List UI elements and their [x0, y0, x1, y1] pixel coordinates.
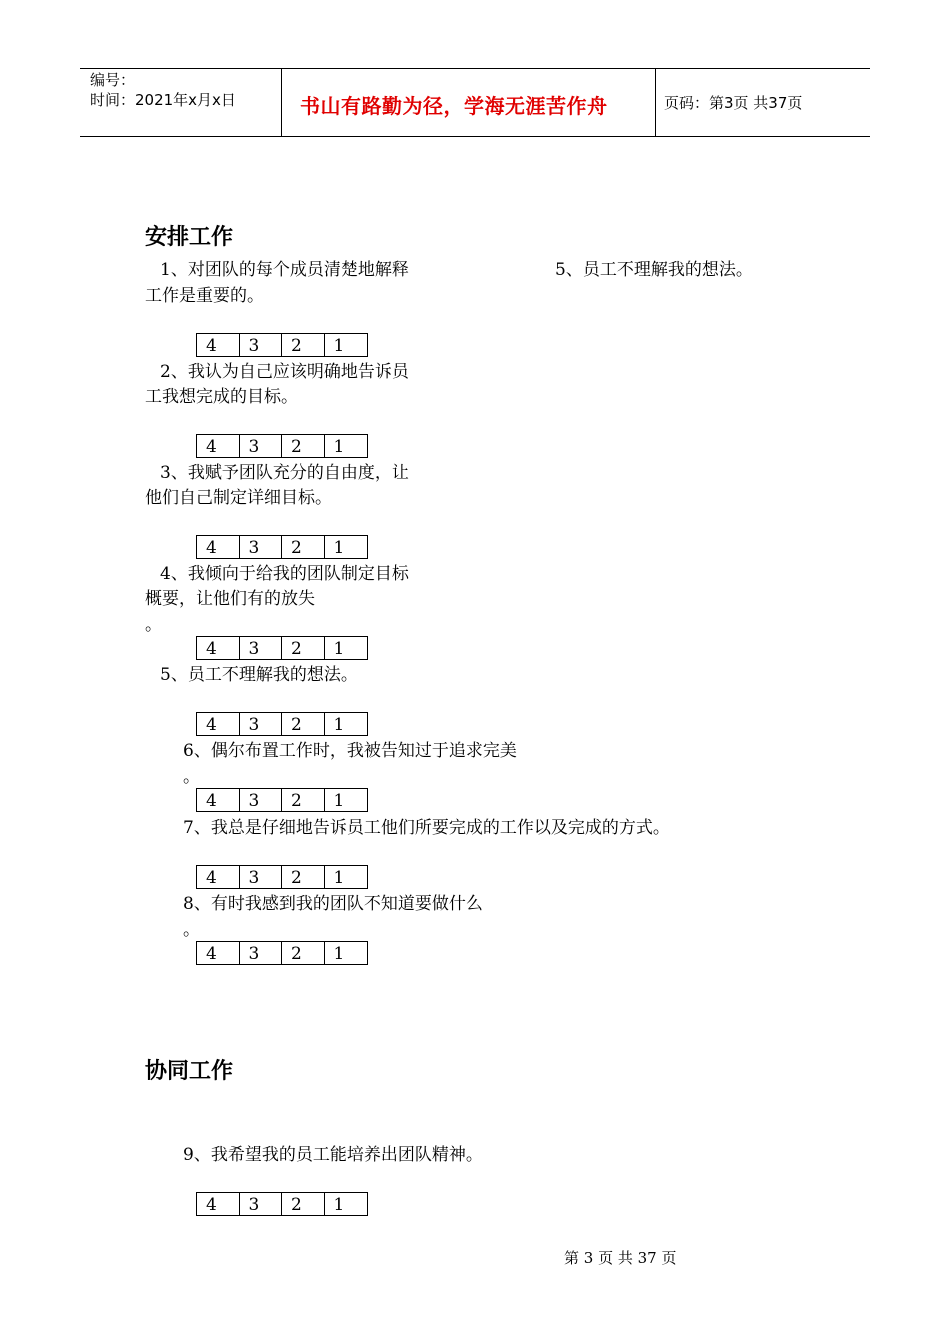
rating-option-1[interactable]: 1: [333, 538, 345, 558]
question-9-line1: 9、我希望我的员工能培养出团队精神。: [183, 1145, 483, 1165]
rating-option-1[interactable]: 1: [333, 639, 345, 659]
rating-option-4[interactable]: 4: [197, 435, 240, 457]
question-1-line1: 1、对团队的每个成员清楚地解释: [160, 260, 409, 280]
section-title-arrange-work: 安排工作: [145, 225, 234, 250]
rating-scale-q9[interactable]: [196, 1192, 368, 1216]
question-3-line2: 他们自己制定详细目标。: [145, 488, 332, 508]
rating-option-1[interactable]: 1: [333, 336, 345, 356]
header-divider-right: [655, 68, 656, 136]
rating-scale-q7[interactable]: [196, 865, 368, 889]
question-8-line1: 8、有时我感到我的团队不知道要做什么: [183, 894, 483, 914]
side-note: 5、员工不理解我的想法。: [555, 260, 753, 280]
rating-option-3[interactable]: 3: [240, 1193, 283, 1215]
rating-option-1[interactable]: 1: [333, 437, 345, 457]
rating-option-4[interactable]: 4: [197, 1193, 240, 1215]
rating-option-1[interactable]: 1: [333, 791, 345, 811]
question-8-line2: 。: [183, 920, 200, 940]
page-indicator: 页码：第3页 共37页: [664, 94, 803, 112]
question-6-line2: 。: [183, 767, 200, 787]
question-4-line2: 概要，让他们有的放失: [145, 589, 315, 609]
rating-option-4[interactable]: 4: [197, 334, 240, 356]
header-divider-left: [281, 68, 282, 136]
rating-option-2[interactable]: 2: [282, 942, 325, 964]
rating-option-3[interactable]: 3: [240, 435, 283, 457]
rating-option-1[interactable]: 1: [333, 944, 345, 964]
rating-scale-q4[interactable]: [196, 636, 368, 660]
rating-option-3[interactable]: 3: [240, 942, 283, 964]
question-2-line1: 2、我认为自己应该明确地告诉员: [160, 362, 409, 382]
question-7-line1: 7、我总是仔细地告诉员工他们所要完成的工作以及完成的方式。: [183, 818, 670, 838]
rating-option-4[interactable]: 4: [197, 866, 240, 888]
rating-option-2[interactable]: 2: [282, 536, 325, 558]
question-5-line1: 5、员工不理解我的想法。: [160, 665, 358, 685]
rating-option-2[interactable]: 2: [282, 435, 325, 457]
question-6-line1: 6、偶尔布置工作时，我被告知过于追求完美: [183, 741, 517, 761]
rating-option-4[interactable]: 4: [197, 713, 240, 735]
rating-scale-q5[interactable]: [196, 712, 368, 736]
rating-scale-q3[interactable]: [196, 535, 368, 559]
question-4-line1: 4、我倾向于给我的团队制定目标: [160, 564, 409, 584]
rating-option-4[interactable]: 4: [197, 637, 240, 659]
rating-option-4[interactable]: 4: [197, 942, 240, 964]
rating-option-3[interactable]: 3: [240, 789, 283, 811]
rating-option-2[interactable]: 2: [282, 637, 325, 659]
rating-scale-q8[interactable]: [196, 941, 368, 965]
page-footer: 第 3 页 共 37 页: [564, 1249, 677, 1267]
rating-option-1[interactable]: 1: [333, 868, 345, 888]
rating-option-2[interactable]: 2: [282, 866, 325, 888]
question-3-line1: 3、我赋予团队充分的自由度，让: [160, 463, 409, 483]
rating-option-3[interactable]: 3: [240, 866, 283, 888]
rating-scale-q2[interactable]: [196, 434, 368, 458]
rating-option-4[interactable]: 4: [197, 789, 240, 811]
question-4-line3: 。: [145, 615, 162, 635]
section-title-collaborate: 协同工作: [145, 1059, 234, 1084]
rating-option-3[interactable]: 3: [240, 536, 283, 558]
rating-option-3[interactable]: 3: [240, 637, 283, 659]
question-1-line2: 工作是重要的。: [145, 286, 264, 306]
header-top-rule: [80, 68, 870, 69]
rating-option-3[interactable]: 3: [240, 713, 283, 735]
rating-option-3[interactable]: 3: [240, 334, 283, 356]
rating-option-1[interactable]: 1: [333, 1195, 345, 1215]
rating-option-2[interactable]: 2: [282, 713, 325, 735]
rating-option-2[interactable]: 2: [282, 789, 325, 811]
doc-number-label: 编号：: [90, 71, 136, 89]
rating-scale-q1[interactable]: [196, 333, 368, 357]
doc-time-label: 时间：2021年x月x日: [90, 91, 236, 109]
rating-option-2[interactable]: 2: [282, 334, 325, 356]
rating-scale-q6[interactable]: [196, 788, 368, 812]
rating-option-1[interactable]: 1: [333, 715, 345, 735]
header-motto: 书山有路勤为径，学海无涯苦作舟: [300, 94, 608, 118]
header-bottom-rule: [80, 136, 870, 137]
rating-option-2[interactable]: 2: [282, 1193, 325, 1215]
rating-option-4[interactable]: 4: [197, 536, 240, 558]
question-2-line2: 工我想完成的目标。: [145, 387, 298, 407]
